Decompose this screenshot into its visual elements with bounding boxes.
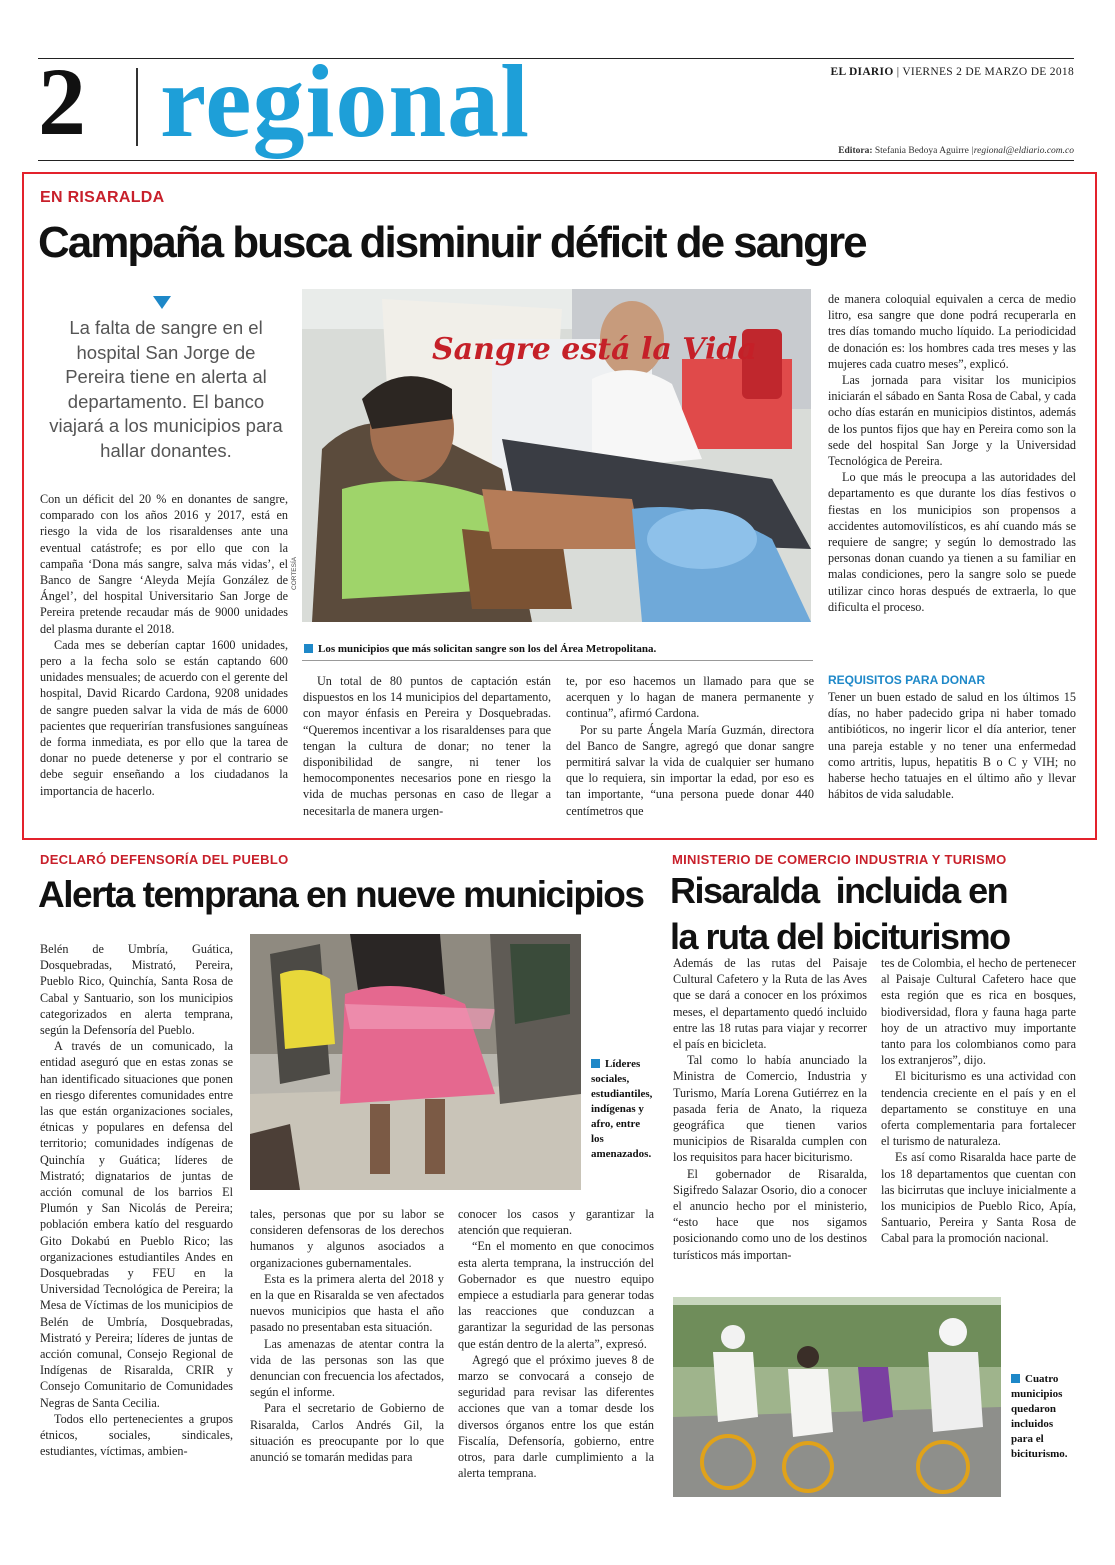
alert-story-column-3 — [458, 1206, 654, 1481]
paragraph: tes de Colombia, el hecho de pertenecer al Paisaje Cultural Cafetero hace que esta región que es rica en bosques, biodiversidad, flora y fauna haga parte hoy de un atractivo muy importante tanto para los colombianos como para los extranjeros”, dijo. — [881, 956, 1076, 1068]
paragraph: Las jornada para visitar los municipios iniciarán el sábado en Santa Rosa de Cabal, y cada ocho días estarán en municipios distintos, además de los puntos fijos que hay en Pereira como son la sede del hospital San Jorge y la Universidad Tecnológica de Pereira. — [828, 373, 1076, 469]
paragraph: Además de las rutas del Paisaje Cultural Cafetero y la Ruta de las Aves que se dará a conocer en los próximos meses, el departamento quedó incluido entre las 18 rutas para viajar y recorrer el país en bicicleta. — [673, 956, 867, 1052]
alert-story-kicker: DECLARÓ DEFENSORÍA DEL PUEBLO — [40, 852, 289, 867]
bike-story-column-2 — [881, 955, 1076, 1247]
main-story-column-2 — [303, 673, 551, 819]
paragraph: te, por eso hacemos un llamado para que se acerquen y lo hagan de manera permanente y continua”, afirmó Cardona. — [566, 674, 814, 721]
requirements-title: REQUISITOS PARA DONAR — [828, 673, 986, 687]
publication-separator: | — [896, 66, 900, 78]
photo-banner-text: Sangre está la Vida — [432, 332, 757, 367]
editor-label: Editora: — [838, 146, 873, 156]
square-bullet-icon — [1011, 1374, 1020, 1383]
march-illustration — [250, 934, 581, 1190]
paragraph: Con un déficit del 20 % en donantes de sangre, comparado con los años 2016 y 2017, está en riesgo la vida de los risaraldenses ante una eventual catástrofe; es por ello que con la campaña ‘Dona más sangre, salva más vidas’, el Banco de Sangre ‘Aleyda Mejía González de Ángel’, del hospital Universitario San Jorge de Pereira pretende recaudar más de 9000 unidades del plasma durante el 2018. — [40, 492, 288, 636]
march-photo-caption-text: Líderes sociales, estudiantiles, indígenas y afro, entre los amenazados. — [591, 1058, 653, 1160]
masthead-bottom-rule — [38, 160, 1074, 161]
editor-line — [640, 146, 1074, 156]
bike-story-headline-line-2: la ruta del biciturismo — [670, 916, 1010, 957]
main-photo-caption-text: Los municipios que más solicitan sangre son los del Área Metropolitana. — [318, 643, 657, 655]
paragraph: Lo que más le preocupa a las autoridades del departamento es que durante los días festivos o fiestas en los municipios son propensos a accidentes automovilísticos, es ahí cuando más se requiere de sangre; y según lo demostrado las personas donan cuando ya tienen a su familiar en malas condiciones, pero la sangre solo se puede utilizar cinco horas después de extraerla, lo que dificulta el proceso. — [828, 470, 1076, 614]
march-photo-caption — [591, 1057, 655, 1162]
editor-email: |regional@eldiario.com.co — [971, 146, 1074, 156]
cyclists-illustration — [673, 1297, 1001, 1497]
main-story-headline: Campaña busca disminuir déficit de sangre — [38, 218, 866, 267]
paragraph: Las amenazas de atentar contra la vida de las personas son las que denuncian con frecuencia los afectados, según el informe. — [250, 1336, 444, 1400]
paragraph: Es así como Risaralda hace parte de los 18 departamentos que cuentan con las bicirrutas que incluye inicialmente a los municipios de Pueblo Rico, Apía, Santuario, Pereira y Santa Rosa de Cabal para la promoción nacional. — [881, 1150, 1076, 1246]
page-number: 2 — [38, 48, 86, 155]
paragraph: de manera coloquial equivalen a cerca de medio litro, esa sangre que done podrá recuperarla en tres días tomando mucho líquido. La periodicidad de donación es: los hombres cada tres meses y las mujeres cada cuatro meses”, explicó. — [828, 292, 1076, 371]
requirements-text — [828, 689, 1076, 802]
photo-credit: CORTESÍA — [291, 556, 298, 590]
main-story-column-4 — [828, 291, 1076, 615]
editor-name: Stefania Bedoya Aguirre — [874, 146, 969, 156]
paragraph: El biciturismo es una actividad con tendencia creciente en el país y en el departamento se constituye en una oferta complementaria para fortalecer el turismo de naturaleza. — [881, 1069, 1076, 1149]
paragraph: Cada mes se deberían captar 1600 unidades, pero a la fecha solo se están captando 600 unidades mensuales; de acuerdo con el gerente del hospital, David Ricardo Cardona, 9208 unidades de sangre pueden salvar la vida de más de 6000 pacientes que requerirían transfusiones sanguíneas de forma inmediata, es por ello que la tarea de donar no puede detenerse y por el contrario se debe seguir enseñando a los ciudadanos la importancia de hacerlo. — [40, 637, 288, 798]
caption-rule — [302, 660, 813, 661]
paragraph: Belén de Umbría, Guática, Dosquebradas, Mistrató, Pereira, Pueblo Rico, Quinchía, Santa Rosa de Cabal y Santuario, son los municipios categorizados en alerta temprana, según la Defensoría del Pueblo. — [40, 942, 233, 1038]
section-title: regional — [160, 44, 531, 159]
paragraph: Esta es la primera alerta del 2018 y en la que en Risaralda se ven afectados nuevos municipios que hasta el año pasado no presentaban esta situación. — [250, 1271, 444, 1335]
square-bullet-icon — [304, 644, 313, 653]
paragraph: A través de un comunicado, la entidad aseguró que en estas zonas se han identificado situaciones que ponen en riesgo diferentes comunidades entre las que están organizaciones sociales, étnicas y populares en defensa del territorio; comunidades indígenas de Quinchía y Guática; líderes de Mistrató; dignatarios de juntas de acción comunal de los barrios El Plumón y San Nicolás de Pereira; población embera katío del resguardo Gito Dokabú en Pueblo Rico; las organizaciones estudiantiles Andes en Dosquebradas y FEU en la Universidad Tecnológica de Pereira; la Mesa de Víctimas de los municipios de Belén de Umbría, Dosquebradas, Mistrató y Pereira; líderes de juntas de acción comunal, Consejo Regional de Indígenas de Risaralda, CRIR y Consejo Comunitario de Comunidades Negras de Santa Cecilia. — [40, 1039, 233, 1410]
blood-donation-illustration — [302, 289, 811, 622]
triangle-down-icon — [153, 296, 171, 309]
blood-donation-photo — [302, 289, 811, 622]
alert-story-headline: Alerta temprana en nueve municipios — [38, 874, 644, 915]
bike-story-headline — [670, 868, 1090, 960]
paragraph: Por su parte Ángela María Guzmán, directora del Banco de Sangre, agregó que donar sangre permitirá salvar la vida de cualquier ser humano que lo requiera, sin importar la edad, por eso es tan importante, “una persona puede donar 440 centímetros que — [566, 722, 814, 818]
paragraph: “En el momento en que conocimos esta alerta temprana, la instrucción del Gobernador es que nuestro equipo empiece a estudiarla para generar todas las reacciones que conduzcan a garantizar la seguridad de las personas que están dentro de la alerta”, expresó. — [458, 1239, 654, 1351]
alert-story-column-2 — [250, 1206, 444, 1465]
paragraph: El gobernador de Risaralda, Sigifredo Salazar Osorio, dio a conocer el anuncio hecho por el ministerio, “esto hace que nos sigamos posicionando como uno de los destinos turísticos más importan- — [673, 1166, 867, 1262]
paragraph: conocer los casos y garantizar la atención que requieran. — [458, 1207, 654, 1238]
publication-name: EL DIARIO — [830, 66, 894, 78]
bike-story-headline-line-1: Risaralda incluida en — [670, 870, 1008, 911]
publication-date: VIERNES 2 DE MARZO DE 2018 — [902, 66, 1074, 78]
main-photo-caption — [304, 642, 824, 657]
cyclists-photo-caption-text: Cuatro municipios quedaron incluidos para el biciturismo. — [1011, 1373, 1068, 1460]
square-bullet-icon — [591, 1059, 600, 1068]
paragraph: Para el secretario de Gobierno de Risaralda, Carlos Andrés Gil, la situación es preocupante por lo que anunció se tomarán medidas para — [250, 1401, 444, 1465]
paragraph: Tener un buen estado de salud en los últimos 15 días, no haber padecido gripa ni haber tomado antibióticos, no ingerir licor el día anterior, tener una pareja estable y no tener una enfermedad como artritis, lupus, hepatitis B o C y VIH; no haberse hecho tatuajes en el último año y llevar hábitos de vida saludable. — [828, 690, 1076, 802]
publication-info — [700, 66, 1074, 78]
paragraph: tales, personas que por su labor se consideren defensoras de los derechos humanos y algunos asociados a organizaciones gubernamentales. — [250, 1207, 444, 1270]
main-story-column-1 — [40, 491, 288, 799]
paragraph: Todos ello pertenecientes a grupos étnicos, sociales, sindicales, estudiantes, víctimas, ambien- — [40, 1411, 233, 1459]
paragraph: Agregó que el próximo jueves 8 de marzo se convocará a consejo de seguridad para revisar las diferentes acciones que van a tomar desde los diversos órganos entre los que están Fiscalía, Defensoría, gobierno, entre otros, para darle cumplimiento a la alerta temprana. — [458, 1352, 654, 1481]
main-story-kicker: EN RISARALDA — [40, 189, 165, 206]
alert-story-column-1 — [40, 941, 233, 1460]
paragraph: Tal como lo había anunciado la Ministra de Comercio, Industria y Turismo, María Lorena Gutiérrez en la pasada feria de Anato, la riqueza geográfica que tienen varios municipios de Risaralda cumplen con los requisitos para hacer biciturismo. — [673, 1053, 867, 1165]
masthead-divider — [136, 68, 138, 146]
cyclists-photo-caption — [1011, 1372, 1077, 1462]
paragraph: Un total de 80 puntos de captación están dispuestos en los 14 municipios del departamento, con mayor énfasis en Pereira y Dosquebradas. “Queremos incentivar a los risaraldenses para que tengan la cultura de donar; no tener la disponibilidad de sangre, ni tener los hemocomponentes necesarios pone en riesgo la vida de muchas personas en caso de llegar a necesitarla de manera urgen- — [303, 674, 551, 818]
main-story-column-3 — [566, 673, 814, 819]
march-photo — [250, 934, 581, 1190]
bike-story-column-1 — [673, 955, 867, 1263]
main-story-deck: La falta de sangre en el hospital San Jorge de Pereira tiene en alerta al departamento. El banco viajará a los municipios para hallar donantes. — [49, 317, 283, 461]
bike-story-kicker: MINISTERIO DE COMERCIO INDUSTRIA Y TURISMO — [672, 852, 1007, 867]
cyclists-photo — [673, 1297, 1001, 1497]
